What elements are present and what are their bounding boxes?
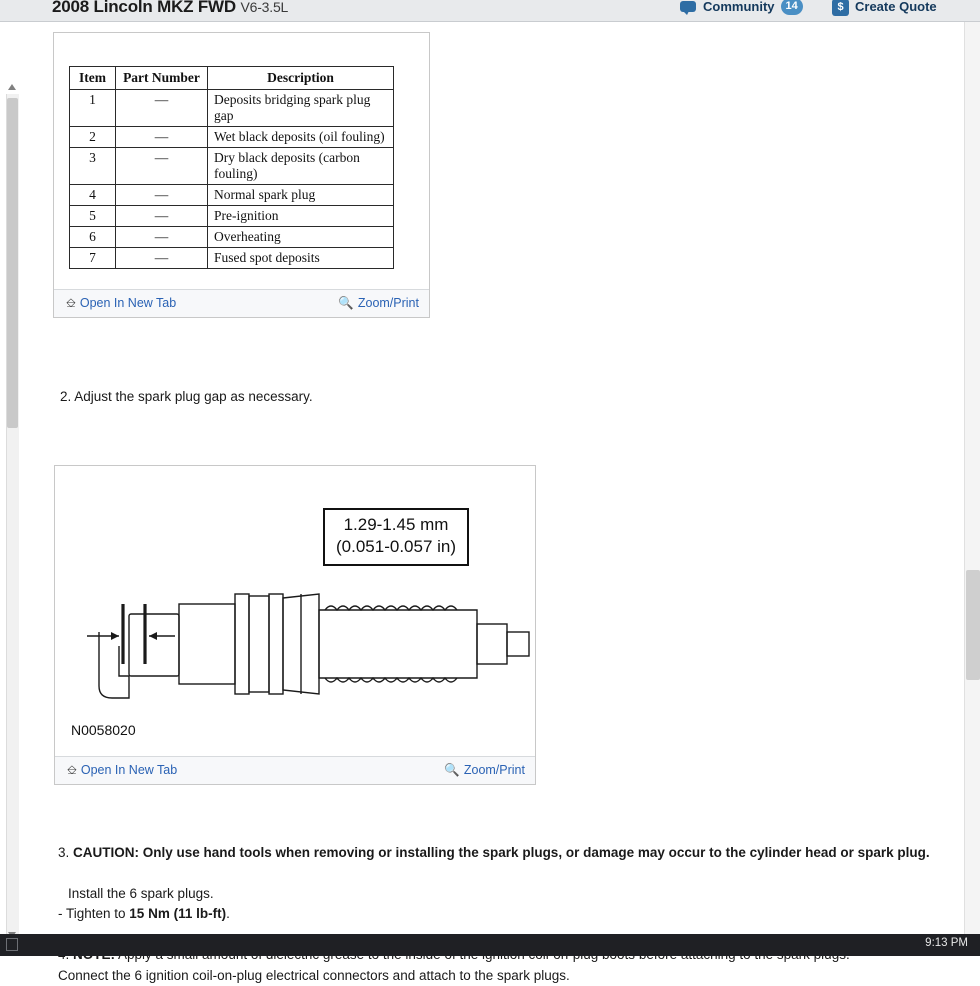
page-title xyxy=(52,0,288,17)
zoom-print-link[interactable] xyxy=(338,296,419,311)
left-chrome-strip xyxy=(0,80,22,956)
open-in-new-tab-link[interactable] xyxy=(66,296,176,311)
step-5-clipped-text: Connect the 6 ignition coil-on-plug electrical connectors and attach to the spark plugs. xyxy=(58,968,570,983)
cell-item: 7 xyxy=(70,247,116,268)
community-count-badge: 14 xyxy=(781,0,803,15)
table-row xyxy=(70,126,394,147)
cell-part-number: — xyxy=(116,90,208,127)
open-in-new-tab-label: Open In New Tab xyxy=(80,763,178,777)
page-scrollbar-thumb[interactable] xyxy=(966,570,980,680)
gap-metric-value: 1.29-1.45 mm xyxy=(343,515,449,534)
table-row xyxy=(70,226,394,247)
external-window-icon: ⎒ xyxy=(67,763,77,777)
taskbar-window-button[interactable] xyxy=(6,938,18,951)
cell-item: 2 xyxy=(70,126,116,147)
torque-value: 15 Nm (11 lb-ft) xyxy=(129,906,227,921)
torque-suffix: . xyxy=(226,906,230,921)
cell-part-number: — xyxy=(116,147,208,184)
cell-item: 5 xyxy=(70,205,116,226)
step-3-torque-text xyxy=(58,904,230,924)
cell-item: 6 xyxy=(70,226,116,247)
column-header-item: Item xyxy=(70,67,116,90)
cell-description: Normal spark plug xyxy=(208,184,394,205)
open-in-new-tab-label: Open In New Tab xyxy=(79,296,177,310)
table-row xyxy=(70,247,394,268)
zoom-print-label: Zoom/Print xyxy=(357,296,419,310)
magnifier-icon: 🔍 xyxy=(338,296,354,310)
app-header xyxy=(0,0,980,22)
cell-part-number: — xyxy=(116,205,208,226)
cell-description: Deposits bridging spark plug gap xyxy=(208,90,394,127)
step-3-install-text: Install the 6 spark plugs. xyxy=(68,886,214,901)
community-label: Community xyxy=(703,0,775,14)
left-scrollbar-thumb[interactable] xyxy=(7,98,18,428)
gap-imperial-value: (0.051-0.057 in) xyxy=(336,536,457,556)
gap-specification-callout xyxy=(323,508,469,566)
quote-dollar-icon: $ xyxy=(832,0,849,16)
table-header-row xyxy=(70,67,394,90)
zoom-print-label: Zoom/Print xyxy=(463,763,525,777)
cell-part-number: — xyxy=(116,184,208,205)
vehicle-engine-text: V6-3.5L xyxy=(240,0,289,15)
vehicle-title-text: 2008 Lincoln MKZ FWD xyxy=(52,0,236,16)
open-in-new-tab-link[interactable] xyxy=(67,763,177,778)
table-row xyxy=(70,147,394,184)
scroll-up-arrow-icon[interactable] xyxy=(8,84,16,90)
cell-item: 3 xyxy=(70,147,116,184)
parts-table xyxy=(69,66,394,269)
table-row xyxy=(70,184,394,205)
cell-part-number: — xyxy=(116,126,208,147)
table-row xyxy=(70,205,394,226)
figure-id-label: N0058020 xyxy=(71,722,136,738)
figure-spark-plug-gap xyxy=(54,465,536,785)
page-scrollbar-track[interactable] xyxy=(964,22,980,934)
step-3-number: 3. xyxy=(58,845,74,860)
magnifier-icon: 🔍 xyxy=(444,763,460,777)
community-button[interactable] xyxy=(680,0,803,15)
cell-description: Wet black deposits (oil fouling) xyxy=(208,126,394,147)
cell-description: Pre-ignition xyxy=(208,205,394,226)
taskbar-clock: 9:13 PM xyxy=(925,937,968,949)
create-quote-button[interactable] xyxy=(832,0,937,15)
external-window-icon: ⎒ xyxy=(66,296,76,310)
figure-toolbar xyxy=(54,289,429,317)
cell-description: Dry black deposits (carbon fouling) xyxy=(208,147,394,184)
zoom-print-link[interactable] xyxy=(444,763,525,778)
create-quote-label: Create Quote xyxy=(855,0,937,14)
torque-prefix: - Tighten to xyxy=(58,906,130,921)
cell-part-number: — xyxy=(116,247,208,268)
cell-description: Overheating xyxy=(208,226,394,247)
cell-item: 1 xyxy=(70,90,116,127)
cell-item: 4 xyxy=(70,184,116,205)
table-row xyxy=(70,90,394,127)
figure-toolbar xyxy=(55,756,535,784)
column-header-part-number: Part Number xyxy=(116,67,208,90)
column-header-description: Description xyxy=(208,67,394,90)
cell-description: Fused spot deposits xyxy=(208,247,394,268)
step-3-caution xyxy=(58,843,938,863)
cell-part-number: — xyxy=(116,226,208,247)
step-3-caution-text: CAUTION: Only use hand tools when removing or installing the spark plugs, or damage may occur to the cylinder head or spark plug. xyxy=(73,845,930,860)
chat-bubble-icon xyxy=(680,0,697,14)
os-taskbar xyxy=(0,934,980,956)
figure-spark-plug-condition-table xyxy=(53,32,430,318)
step-2-text: 2. Adjust the spark plug gap as necessary. xyxy=(60,389,313,404)
